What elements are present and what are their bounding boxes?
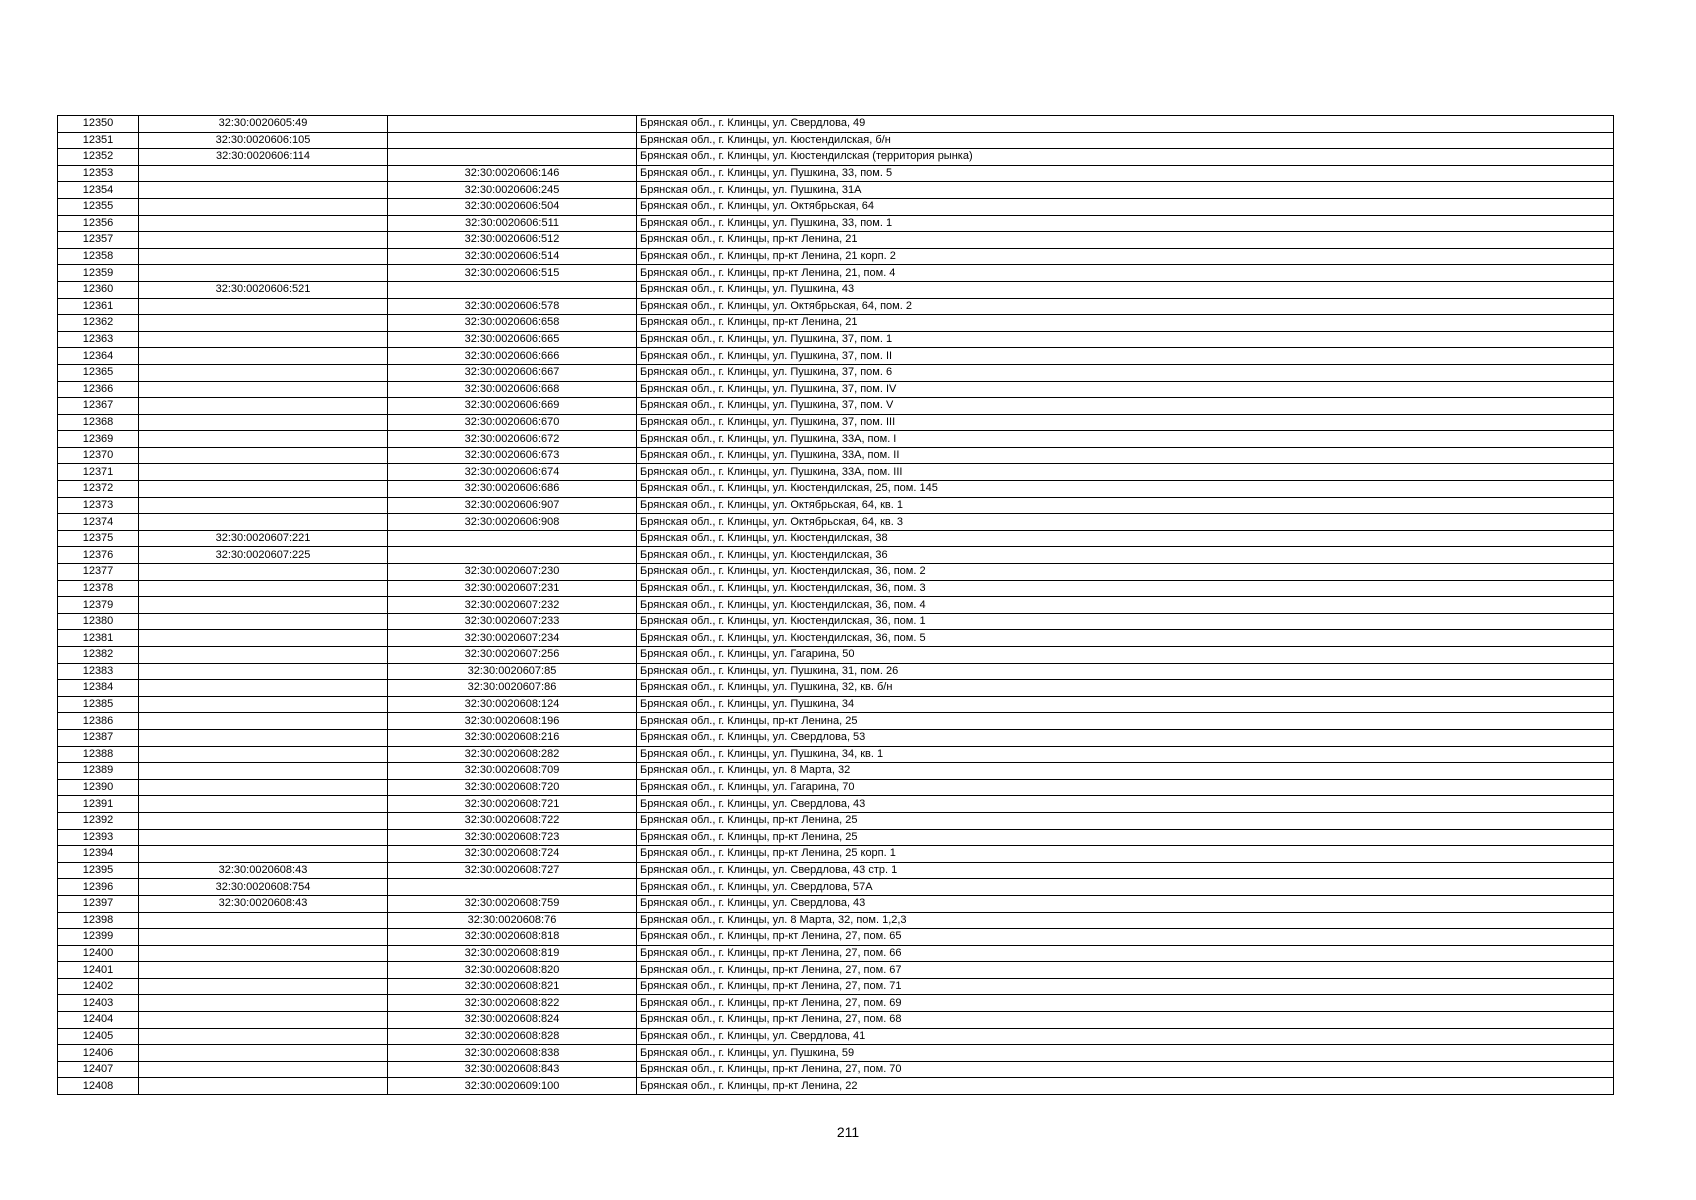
address-cell: Брянская обл., г. Клинцы, ул. Пушкина, 32, кв. б/н (637, 680, 1614, 697)
address-cell: Брянская обл., г. Клинцы, ул. Кюстендилская, 36, пом. 5 (637, 630, 1614, 647)
cadastral-number-cell (139, 182, 388, 199)
address-cell: Брянская обл., г. Клинцы, пр-кт Ленина, 21 (637, 315, 1614, 332)
cadastral-number-secondary-cell (388, 116, 637, 133)
address-cell: Брянская обл., г. Клинцы, ул. Гагарина, 70 (637, 779, 1614, 796)
cadastral-number-secondary-cell: 32:30:0020606:146 (388, 165, 637, 182)
address-cell: Брянская обл., г. Клинцы, пр-кт Ленина, 27, пом. 71 (637, 978, 1614, 995)
row-number-cell: 12378 (58, 580, 139, 597)
cadastral-number-cell (139, 912, 388, 929)
table-row (58, 481, 1614, 498)
cadastral-number-secondary-cell: 32:30:0020608:727 (388, 862, 637, 879)
table-row (58, 116, 1614, 133)
cadastral-number-secondary-cell: 32:30:0020606:511 (388, 215, 637, 232)
row-number-cell: 12361 (58, 298, 139, 315)
cadastral-number-secondary-cell: 32:30:0020606:668 (388, 381, 637, 398)
address-cell: Брянская обл., г. Клинцы, ул. Свердлова, 53 (637, 729, 1614, 746)
cadastral-number-secondary-cell: 32:30:0020608:819 (388, 945, 637, 962)
row-number-cell: 12364 (58, 348, 139, 365)
cadastral-number-cell (139, 265, 388, 282)
cadastral-number-cell (139, 481, 388, 498)
cadastral-number-cell (139, 647, 388, 664)
cadastral-number-cell (139, 165, 388, 182)
cadastral-number-cell (139, 348, 388, 365)
cadastral-number-cell (139, 713, 388, 730)
table-row (58, 447, 1614, 464)
row-number-cell: 12370 (58, 447, 139, 464)
table-row (58, 912, 1614, 929)
cadastral-number-cell (139, 796, 388, 813)
address-cell: Брянская обл., г. Клинцы, ул. Пушкина, 37, пом. V (637, 398, 1614, 415)
row-number-cell: 12384 (58, 680, 139, 697)
cadastral-number-cell (139, 1028, 388, 1045)
cadastral-number-cell (139, 232, 388, 249)
row-number-cell: 12389 (58, 763, 139, 780)
address-cell: Брянская обл., г. Клинцы, пр-кт Ленина, 27, пом. 66 (637, 945, 1614, 962)
table-row (58, 796, 1614, 813)
table-row (58, 812, 1614, 829)
address-cell: Брянская обл., г. Клинцы, ул. Пушкина, 33, пом. 5 (637, 165, 1614, 182)
table-row (58, 663, 1614, 680)
address-cell: Брянская обл., г. Клинцы, ул. Пушкина, 34 (637, 696, 1614, 713)
table-row (58, 398, 1614, 415)
cadastral-number-cell (139, 746, 388, 763)
cadastral-number-cell (139, 1061, 388, 1078)
cadastral-number-secondary-cell: 32:30:0020608:720 (388, 779, 637, 796)
table-row (58, 232, 1614, 249)
row-number-cell: 12400 (58, 945, 139, 962)
table-row (58, 729, 1614, 746)
row-number-cell: 12369 (58, 431, 139, 448)
table-row (58, 680, 1614, 697)
table-row (58, 962, 1614, 979)
table-row (58, 613, 1614, 630)
address-cell: Брянская обл., г. Клинцы, пр-кт Ленина, 21, пом. 4 (637, 265, 1614, 282)
table-row (58, 1078, 1614, 1095)
cadastral-number-cell (139, 198, 388, 215)
address-cell: Брянская обл., г. Клинцы, ул. Кюстендилская, 36, пом. 2 (637, 564, 1614, 581)
cadastral-number-secondary-cell: 32:30:0020608:759 (388, 895, 637, 912)
cadastral-number-secondary-cell: 32:30:0020606:666 (388, 348, 637, 365)
address-cell: Брянская обл., г. Клинцы, ул. Пушкина, 33А, пом. I (637, 431, 1614, 448)
cadastral-number-secondary-cell: 32:30:0020606:667 (388, 364, 637, 381)
property-registry-table (57, 115, 1614, 1095)
cadastral-number-secondary-cell: 32:30:0020607:231 (388, 580, 637, 597)
table-row (58, 713, 1614, 730)
table-row (58, 746, 1614, 763)
table-row (58, 198, 1614, 215)
row-number-cell: 12375 (58, 530, 139, 547)
row-number-cell: 12377 (58, 564, 139, 581)
table-row (58, 149, 1614, 166)
cadastral-number-cell (139, 1045, 388, 1062)
table-row (58, 696, 1614, 713)
row-number-cell: 12390 (58, 779, 139, 796)
cadastral-number-cell (139, 514, 388, 531)
address-cell: Брянская обл., г. Клинцы, пр-кт Ленина, 25 (637, 829, 1614, 846)
address-cell: Брянская обл., г. Клинцы, ул. Пушкина, 33А, пом. II (637, 447, 1614, 464)
row-number-cell: 12358 (58, 248, 139, 265)
cadastral-number-secondary-cell: 32:30:0020606:669 (388, 398, 637, 415)
address-cell: Брянская обл., г. Клинцы, ул. Кюстендилская, 25, пом. 145 (637, 481, 1614, 498)
row-number-cell: 12354 (58, 182, 139, 199)
cadastral-number-cell (139, 962, 388, 979)
table-row (58, 381, 1614, 398)
table-row (58, 547, 1614, 564)
cadastral-number-cell (139, 812, 388, 829)
row-number-cell: 12401 (58, 962, 139, 979)
cadastral-number-cell (139, 978, 388, 995)
address-cell: Брянская обл., г. Клинцы, пр-кт Ленина, 25 (637, 812, 1614, 829)
table-row (58, 331, 1614, 348)
table-row (58, 846, 1614, 863)
cadastral-number-cell (139, 929, 388, 946)
cadastral-number-secondary-cell (388, 879, 637, 896)
cadastral-number-secondary-cell: 32:30:0020606:908 (388, 514, 637, 531)
table-row (58, 298, 1614, 315)
table-row (58, 248, 1614, 265)
cadastral-number-cell (139, 414, 388, 431)
table-row (58, 364, 1614, 381)
table-row (58, 182, 1614, 199)
cadastral-number-secondary-cell: 32:30:0020608:821 (388, 978, 637, 995)
cadastral-number-secondary-cell (388, 530, 637, 547)
table-row (58, 829, 1614, 846)
row-number-cell: 12379 (58, 597, 139, 614)
address-cell: Брянская обл., г. Клинцы, пр-кт Ленина, 25 (637, 713, 1614, 730)
cadastral-number-cell (139, 364, 388, 381)
cadastral-number-secondary-cell: 32:30:0020608:723 (388, 829, 637, 846)
cadastral-number-cell: 32:30:0020608:43 (139, 862, 388, 879)
address-cell: Брянская обл., г. Клинцы, ул. Кюстендилская, 36 (637, 547, 1614, 564)
table-row (58, 647, 1614, 664)
row-number-cell: 12355 (58, 198, 139, 215)
row-number-cell: 12352 (58, 149, 139, 166)
row-number-cell: 12363 (58, 331, 139, 348)
address-cell: Брянская обл., г. Клинцы, ул. Свердлова, 49 (637, 116, 1614, 133)
cadastral-number-secondary-cell: 32:30:0020606:907 (388, 497, 637, 514)
cadastral-number-cell (139, 729, 388, 746)
row-number-cell: 12365 (58, 364, 139, 381)
cadastral-number-secondary-cell: 32:30:0020608:828 (388, 1028, 637, 1045)
address-cell: Брянская обл., г. Клинцы, ул. Пушкина, 37, пом. III (637, 414, 1614, 431)
cadastral-number-cell: 32:30:0020606:105 (139, 132, 388, 149)
row-number-cell: 12407 (58, 1061, 139, 1078)
cadastral-number-cell (139, 580, 388, 597)
row-number-cell: 12403 (58, 995, 139, 1012)
cadastral-number-cell (139, 298, 388, 315)
address-cell: Брянская обл., г. Клинцы, ул. Кюстендилская, 36, пом. 4 (637, 597, 1614, 614)
address-cell: Брянская обл., г. Клинцы, пр-кт Ленина, 22 (637, 1078, 1614, 1095)
address-cell: Брянская обл., г. Клинцы, пр-кт Ленина, 27, пом. 67 (637, 962, 1614, 979)
address-cell: Брянская обл., г. Клинцы, пр-кт Ленина, 27, пом. 69 (637, 995, 1614, 1012)
address-cell: Брянская обл., г. Клинцы, ул. Пушкина, 34, кв. 1 (637, 746, 1614, 763)
cadastral-number-secondary-cell: 32:30:0020607:230 (388, 564, 637, 581)
cadastral-number-secondary-cell: 32:30:0020608:838 (388, 1045, 637, 1062)
cadastral-number-cell: 32:30:0020608:43 (139, 895, 388, 912)
cadastral-number-secondary-cell: 32:30:0020606:686 (388, 481, 637, 498)
table-row (58, 597, 1614, 614)
table-row (58, 514, 1614, 531)
address-cell: Брянская обл., г. Клинцы, пр-кт Ленина, 27, пом. 65 (637, 929, 1614, 946)
address-cell: Брянская обл., г. Клинцы, ул. Кюстендилская, 36, пом. 3 (637, 580, 1614, 597)
cadastral-number-cell (139, 995, 388, 1012)
address-cell: Брянская обл., г. Клинцы, ул. Октябрьская, 64, кв. 1 (637, 497, 1614, 514)
row-number-cell: 12383 (58, 663, 139, 680)
table-row (58, 630, 1614, 647)
cadastral-number-cell (139, 763, 388, 780)
row-number-cell: 12408 (58, 1078, 139, 1095)
cadastral-number-secondary-cell: 32:30:0020608:820 (388, 962, 637, 979)
table-row (58, 1061, 1614, 1078)
cadastral-number-secondary-cell (388, 132, 637, 149)
cadastral-number-secondary-cell (388, 547, 637, 564)
row-number-cell: 12353 (58, 165, 139, 182)
table-row (58, 1045, 1614, 1062)
cadastral-number-cell (139, 630, 388, 647)
address-cell: Брянская обл., г. Клинцы, ул. Кюстендилская, б/н (637, 132, 1614, 149)
cadastral-number-cell: 32:30:0020607:221 (139, 530, 388, 547)
row-number-cell: 12394 (58, 846, 139, 863)
cadastral-number-secondary-cell: 32:30:0020608:822 (388, 995, 637, 1012)
cadastral-number-cell (139, 846, 388, 863)
address-cell: Брянская обл., г. Клинцы, ул. Свердлова, 43 (637, 895, 1614, 912)
table-row (58, 265, 1614, 282)
row-number-cell: 12396 (58, 879, 139, 896)
row-number-cell: 12374 (58, 514, 139, 531)
cadastral-number-cell (139, 315, 388, 332)
row-number-cell: 12359 (58, 265, 139, 282)
row-number-cell: 12366 (58, 381, 139, 398)
address-cell: Брянская обл., г. Клинцы, пр-кт Ленина, 27, пом. 68 (637, 1012, 1614, 1029)
table-row (58, 763, 1614, 780)
table-row (58, 929, 1614, 946)
cadastral-number-cell (139, 331, 388, 348)
address-cell: Брянская обл., г. Клинцы, ул. Пушкина, 31А (637, 182, 1614, 199)
cadastral-number-secondary-cell: 32:30:0020607:232 (388, 597, 637, 614)
table-row (58, 945, 1614, 962)
address-cell: Брянская обл., г. Клинцы, ул. Пушкина, 43 (637, 281, 1614, 298)
cadastral-number-cell (139, 398, 388, 415)
cadastral-number-secondary-cell: 32:30:0020607:234 (388, 630, 637, 647)
table-row (58, 281, 1614, 298)
registry-table-body (58, 116, 1614, 1095)
address-cell: Брянская обл., г. Клинцы, ул. Пушкина, 37, пом. 6 (637, 364, 1614, 381)
address-cell: Брянская обл., г. Клинцы, ул. Кюстендилская, 38 (637, 530, 1614, 547)
row-number-cell: 12406 (58, 1045, 139, 1062)
cadastral-number-cell (139, 447, 388, 464)
row-number-cell: 12371 (58, 464, 139, 481)
cadastral-number-secondary-cell: 32:30:0020606:504 (388, 198, 637, 215)
cadastral-number-cell: 32:30:0020608:754 (139, 879, 388, 896)
table-row (58, 464, 1614, 481)
cadastral-number-secondary-cell: 32:30:0020608:843 (388, 1061, 637, 1078)
row-number-cell: 12387 (58, 729, 139, 746)
cadastral-number-secondary-cell: 32:30:0020608:709 (388, 763, 637, 780)
row-number-cell: 12350 (58, 116, 139, 133)
cadastral-number-secondary-cell: 32:30:0020606:673 (388, 447, 637, 464)
page-number: 211 (836, 1124, 860, 1140)
table-row (58, 165, 1614, 182)
table-row (58, 995, 1614, 1012)
cadastral-number-cell (139, 613, 388, 630)
cadastral-number-cell (139, 564, 388, 581)
row-number-cell: 12351 (58, 132, 139, 149)
cadastral-number-secondary-cell: 32:30:0020607:256 (388, 647, 637, 664)
cadastral-number-cell (139, 1012, 388, 1029)
address-cell: Брянская обл., г. Клинцы, ул. Октябрьская, 64, пом. 2 (637, 298, 1614, 315)
cadastral-number-secondary-cell: 32:30:0020606:674 (388, 464, 637, 481)
cadastral-number-secondary-cell: 32:30:0020608:722 (388, 812, 637, 829)
table-row (58, 530, 1614, 547)
cadastral-number-cell: 32:30:0020605:49 (139, 116, 388, 133)
row-number-cell: 12385 (58, 696, 139, 713)
row-number-cell: 12392 (58, 812, 139, 829)
cadastral-number-secondary-cell: 32:30:0020606:512 (388, 232, 637, 249)
address-cell: Брянская обл., г. Клинцы, ул. Пушкина, 31, пом. 26 (637, 663, 1614, 680)
table-row (58, 1028, 1614, 1045)
row-number-cell: 12368 (58, 414, 139, 431)
cadastral-number-cell (139, 248, 388, 265)
cadastral-number-secondary-cell: 32:30:0020608:124 (388, 696, 637, 713)
cadastral-number-secondary-cell: 32:30:0020608:824 (388, 1012, 637, 1029)
cadastral-number-secondary-cell: 32:30:0020606:245 (388, 182, 637, 199)
table-row (58, 348, 1614, 365)
table-row (58, 779, 1614, 796)
row-number-cell: 12388 (58, 746, 139, 763)
row-number-cell: 12382 (58, 647, 139, 664)
address-cell: Брянская обл., г. Клинцы, ул. Свердлова, 57А (637, 879, 1614, 896)
address-cell: Брянская обл., г. Клинцы, ул. 8 Марта, 32, пом. 1,2,3 (637, 912, 1614, 929)
row-number-cell: 12357 (58, 232, 139, 249)
table-row (58, 414, 1614, 431)
table-row (58, 215, 1614, 232)
address-cell: Брянская обл., г. Клинцы, ул. Свердлова, 41 (637, 1028, 1614, 1045)
address-cell: Брянская обл., г. Клинцы, ул. Гагарина, 50 (637, 647, 1614, 664)
cadastral-number-cell (139, 597, 388, 614)
cadastral-number-secondary-cell: 32:30:0020606:578 (388, 298, 637, 315)
cadastral-number-secondary-cell: 32:30:0020609:100 (388, 1078, 637, 1095)
cadastral-number-cell: 32:30:0020606:114 (139, 149, 388, 166)
address-cell: Брянская обл., г. Клинцы, ул. Октябрьская, 64 (637, 198, 1614, 215)
cadastral-number-secondary-cell: 32:30:0020606:658 (388, 315, 637, 332)
address-cell: Брянская обл., г. Клинцы, пр-кт Ленина, 21 корп. 2 (637, 248, 1614, 265)
row-number-cell: 12356 (58, 215, 139, 232)
address-cell: Брянская обл., г. Клинцы, ул. Пушкина, 59 (637, 1045, 1614, 1062)
cadastral-number-cell (139, 779, 388, 796)
row-number-cell: 12402 (58, 978, 139, 995)
cadastral-number-cell (139, 680, 388, 697)
row-number-cell: 12405 (58, 1028, 139, 1045)
cadastral-number-cell (139, 945, 388, 962)
address-cell: Брянская обл., г. Клинцы, ул. Пушкина, 37, пом. IV (637, 381, 1614, 398)
cadastral-number-secondary-cell: 32:30:0020607:86 (388, 680, 637, 697)
cadastral-number-secondary-cell: 32:30:0020606:514 (388, 248, 637, 265)
row-number-cell: 12367 (58, 398, 139, 415)
cadastral-number-secondary-cell: 32:30:0020606:515 (388, 265, 637, 282)
table-row (58, 1012, 1614, 1029)
row-number-cell: 12398 (58, 912, 139, 929)
row-number-cell: 12395 (58, 862, 139, 879)
row-number-cell: 12386 (58, 713, 139, 730)
cadastral-number-cell (139, 497, 388, 514)
cadastral-number-cell (139, 1078, 388, 1095)
row-number-cell: 12393 (58, 829, 139, 846)
cadastral-number-cell: 32:30:0020606:521 (139, 281, 388, 298)
row-number-cell: 12397 (58, 895, 139, 912)
address-cell: Брянская обл., г. Клинцы, ул. Свердлова, 43 (637, 796, 1614, 813)
row-number-cell: 12380 (58, 613, 139, 630)
row-number-cell: 12376 (58, 547, 139, 564)
address-cell: Брянская обл., г. Клинцы, пр-кт Ленина, 25 корп. 1 (637, 846, 1614, 863)
cadastral-number-cell (139, 464, 388, 481)
cadastral-number-cell (139, 431, 388, 448)
table-row (58, 580, 1614, 597)
row-number-cell: 12404 (58, 1012, 139, 1029)
row-number-cell: 12372 (58, 481, 139, 498)
address-cell: Брянская обл., г. Клинцы, ул. Пушкина, 33А, пом. III (637, 464, 1614, 481)
address-cell: Брянская обл., г. Клинцы, ул. Пушкина, 33, пом. 1 (637, 215, 1614, 232)
row-number-cell: 12391 (58, 796, 139, 813)
row-number-cell: 12381 (58, 630, 139, 647)
address-cell: Брянская обл., г. Клинцы, ул. Свердлова, 43 стр. 1 (637, 862, 1614, 879)
cadastral-number-cell (139, 215, 388, 232)
cadastral-number-secondary-cell: 32:30:0020607:85 (388, 663, 637, 680)
address-cell: Брянская обл., г. Клинцы, пр-кт Ленина, 27, пом. 70 (637, 1061, 1614, 1078)
table-row (58, 862, 1614, 879)
cadastral-number-secondary-cell: 32:30:0020606:665 (388, 331, 637, 348)
cadastral-number-secondary-cell: 32:30:0020608:216 (388, 729, 637, 746)
address-cell: Брянская обл., г. Клинцы, ул. Кюстендилская, 36, пом. 1 (637, 613, 1614, 630)
cadastral-number-cell (139, 829, 388, 846)
cadastral-number-secondary-cell (388, 149, 637, 166)
cadastral-number-cell: 32:30:0020607:225 (139, 547, 388, 564)
address-cell: Брянская обл., г. Клинцы, пр-кт Ленина, 21 (637, 232, 1614, 249)
row-number-cell: 12362 (58, 315, 139, 332)
cadastral-number-secondary-cell: 32:30:0020607:233 (388, 613, 637, 630)
table-row (58, 895, 1614, 912)
cadastral-number-secondary-cell: 32:30:0020606:672 (388, 431, 637, 448)
row-number-cell: 12373 (58, 497, 139, 514)
cadastral-number-cell (139, 696, 388, 713)
address-cell: Брянская обл., г. Клинцы, ул. 8 Марта, 32 (637, 763, 1614, 780)
address-cell: Брянская обл., г. Клинцы, ул. Пушкина, 37, пом. 1 (637, 331, 1614, 348)
cadastral-number-secondary-cell: 32:30:0020606:670 (388, 414, 637, 431)
table-row (58, 564, 1614, 581)
row-number-cell: 12360 (58, 281, 139, 298)
table-row (58, 431, 1614, 448)
cadastral-number-cell (139, 663, 388, 680)
cadastral-number-secondary-cell: 32:30:0020608:818 (388, 929, 637, 946)
cadastral-number-secondary-cell: 32:30:0020608:282 (388, 746, 637, 763)
cadastral-number-cell (139, 381, 388, 398)
table-row (58, 497, 1614, 514)
table-row (58, 879, 1614, 896)
table-row (58, 315, 1614, 332)
table-row (58, 978, 1614, 995)
address-cell: Брянская обл., г. Клинцы, ул. Кюстендилская (территория рынка) (637, 149, 1614, 166)
cadastral-number-secondary-cell: 32:30:0020608:196 (388, 713, 637, 730)
cadastral-number-secondary-cell: 32:30:0020608:724 (388, 846, 637, 863)
address-cell: Брянская обл., г. Клинцы, ул. Пушкина, 37, пом. II (637, 348, 1614, 365)
cadastral-number-secondary-cell: 32:30:0020608:76 (388, 912, 637, 929)
cadastral-number-secondary-cell (388, 281, 637, 298)
row-number-cell: 12399 (58, 929, 139, 946)
cadastral-number-secondary-cell: 32:30:0020608:721 (388, 796, 637, 813)
table-row (58, 132, 1614, 149)
address-cell: Брянская обл., г. Клинцы, ул. Октябрьская, 64, кв. 3 (637, 514, 1614, 531)
